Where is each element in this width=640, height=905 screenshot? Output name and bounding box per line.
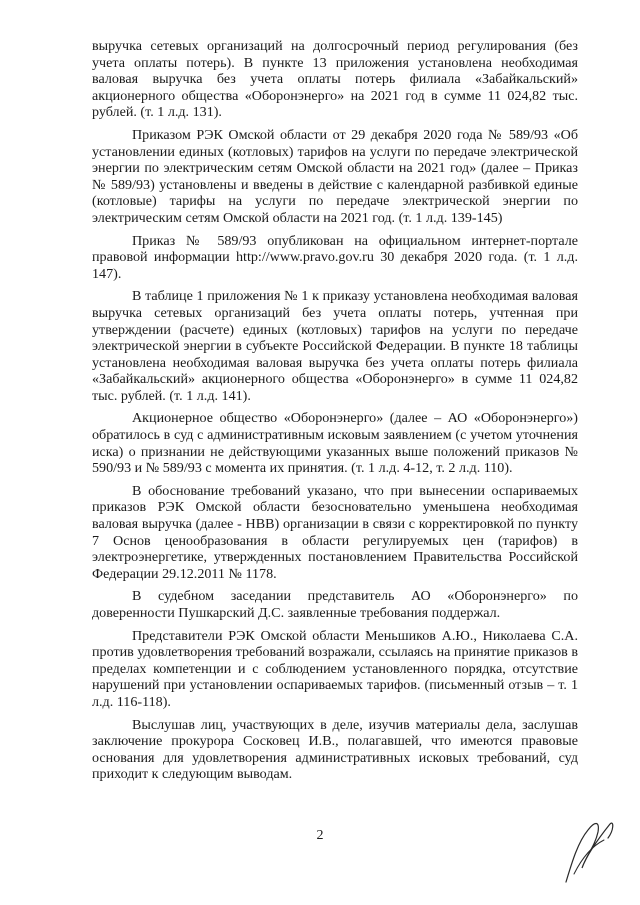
- paragraph-1: выручка сетевых организаций на долгосрочный период регулирования (без учета оплаты потерь). В пункте 13 приложения установлена необходимая валовая выручка без учета оплаты потерь филиала «Забайкальский» акционерного общества «Оборонэнерго» на 2021 год в сумме 11 024,82 тыс. рублей. (т. 1 л.д. 131).: [92, 38, 578, 121]
- handwritten-signature: [558, 812, 618, 892]
- page-number: 2: [316, 828, 324, 843]
- paragraph-9: Выслушав лиц, участвующих в деле, изучив материалы дела, заслушав заключение прокурора Сосковец И.В., полагавшей, что имеются правовые основания для удовлетворения административных исковых требований, суд приходит к следующим выводам.: [92, 716, 578, 783]
- paragraph-7: В судебном заседании представитель АО «Оборонэнерго» по доверенности Пушкарский Д.С. заявленные требования поддержал.: [92, 588, 578, 621]
- paragraph-2: Приказом РЭК Омской области от 29 декабря 2020 года № 589/93 «Об установлении единых (котловых) тарифов на услуги по передаче электрической энергии по электрическим сетям Омской области на 2021 год» (далее – Приказ № 589/93) установлены и введены в действие с календарной разбивкой единые (котловые) тарифы на услуги по передаче электрической энергии по электрическим сетям Омской области на 2021 год. (т. 1 л.д. 139-145): [92, 126, 578, 226]
- paragraph-3: Приказ № 589/93 опубликован на официальном интернет-портале правовой информации http://www.pravo.gov.ru 30 декабря 2020 года. (т. 1 л.д. 147).: [92, 232, 578, 282]
- paragraph-8: Представители РЭК Омской области Меньшиков А.Ю., Николаева С.А. против удовлетворения требований возражали, ссылаясь на принятие приказов в пределах компетенции и с соблюдением установленного порядка, отсутствие нарушений при установлении оспариваемых тарифов. (письменный отзыв – т. 1 л.д. 116-118).: [92, 627, 578, 710]
- paragraph-5: Акционерное общество «Оборонэнерго» (далее – АО «Оборонэнерго») обратилось в суд с административным исковым заявлением (с учетом уточнения иска) о признании не действующими указанных выше положений приказов № 590/93 и № 589/93 с момента их принятия. (т. 1 л.д. 4-12, т. 2 л.д. 110).: [92, 410, 578, 477]
- paragraph-6: В обоснование требований указано, что при вынесении оспариваемых приказов РЭК Омской области безосновательно уменьшена необходимая валовая выручка (далее - НВВ) организации в связи с корректировкой по пункту 7 Основ ценообразования в области регулируемых цен (тарифов) в электроэнергетике, утвержденных постановлением Правительства Российской Федерации 29.12.2011 № 1178.: [92, 482, 578, 582]
- paragraph-4: В таблице 1 приложения № 1 к приказу установлена необходимая валовая выручка сетевых организаций без учета оплаты потерь, учтенная при утверждении (расчете) единых (котловых) тарифов на услуги по передаче электрической энергии в субъекте Российской Федерации. В пункте 18 таблицы установлена необходимая валовая выручка без учета оплаты потерь филиала «Забайкальский» акционерного общества «Оборонэнерго» в сумме 11 024,82 тыс. рублей. (т. 1 л.д. 141).: [92, 288, 578, 404]
